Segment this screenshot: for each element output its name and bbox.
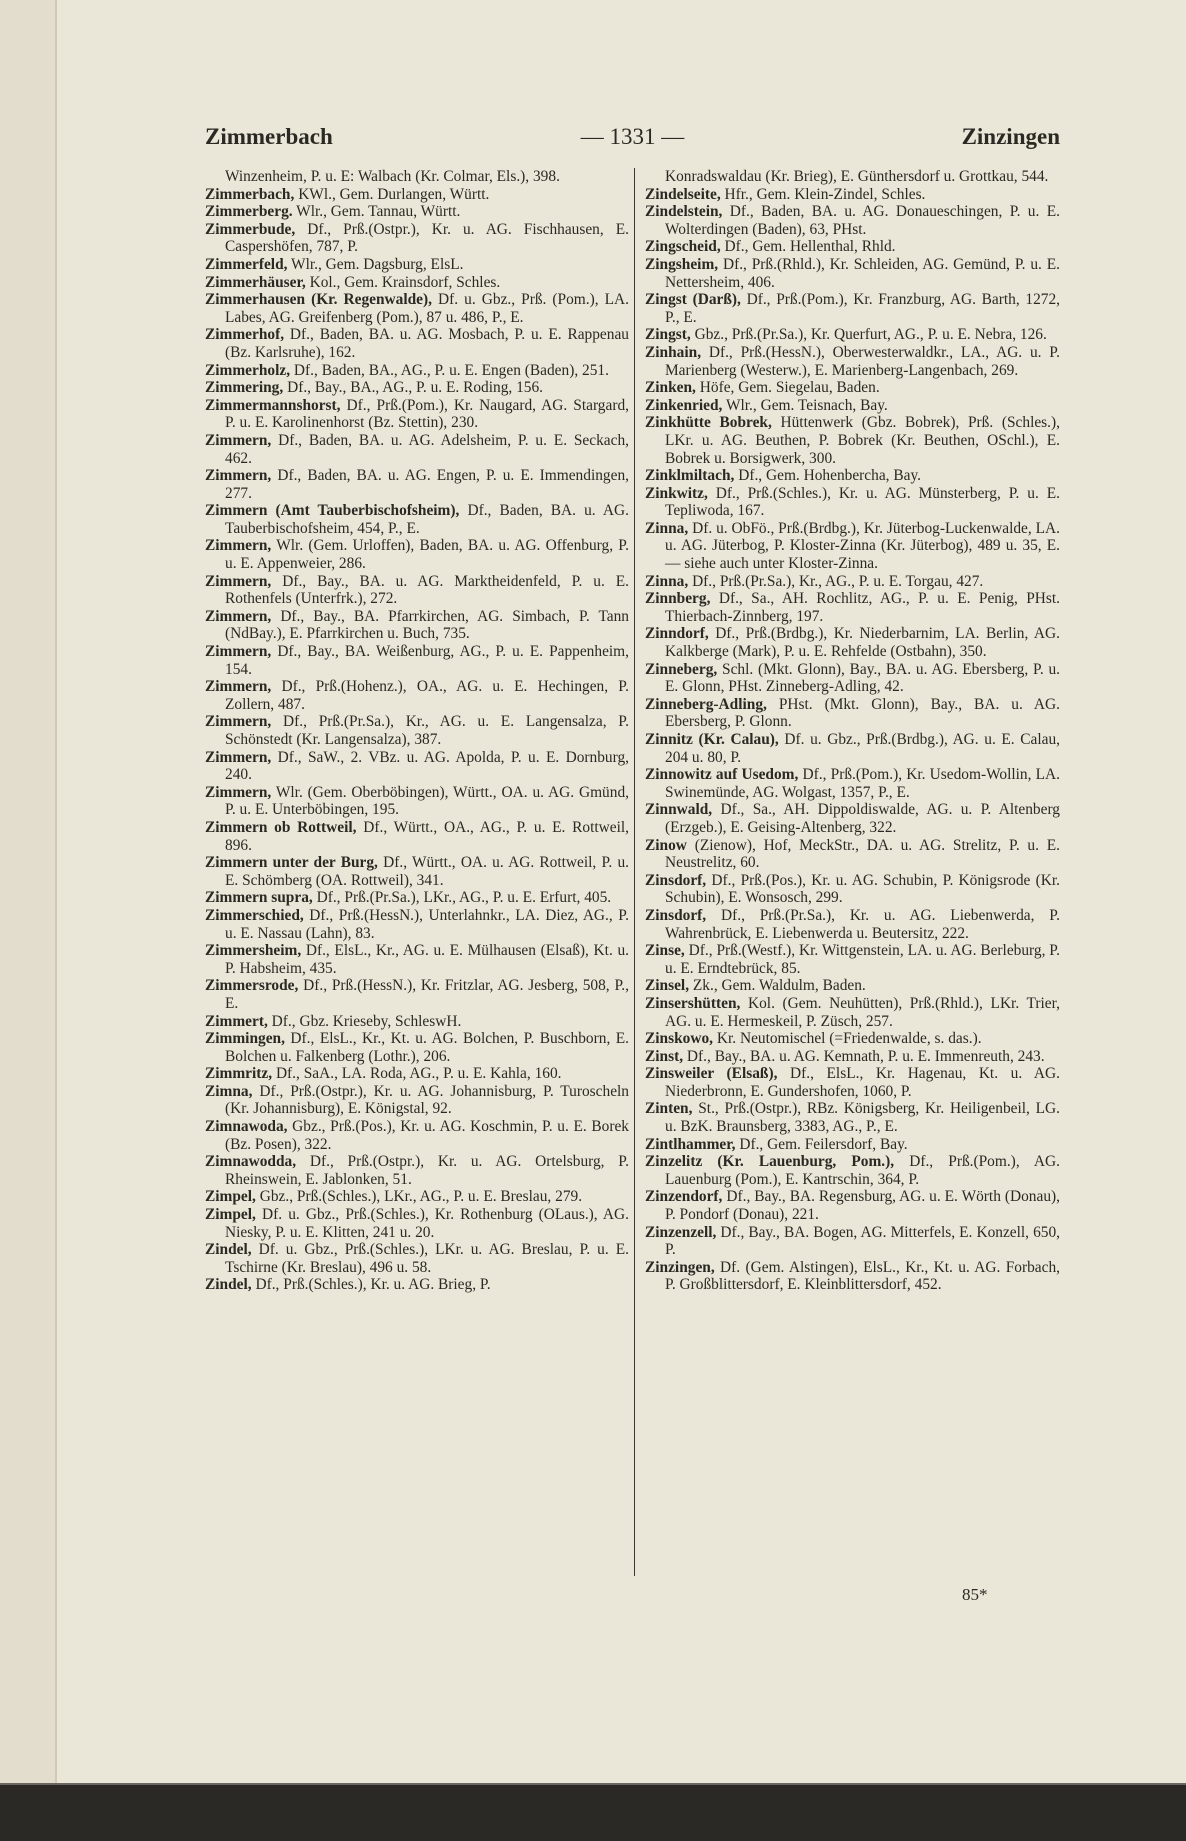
entry-place-name: Zinkhütte Bobrek, [645,414,772,432]
entry-place-name: Zimmern supra, [205,889,313,907]
entry-description: Df., ElsL., Kr. Hagenau, Kt. u. AG. Niederbronn, E. Gundershofen, 1060, P. [665,1065,1060,1100]
entry-place-name: Zinhain, [645,343,702,361]
entry-description: Df., Baden, BA. u. AG. Adelsheim, P. u. E. Seckach, 462. [225,431,629,467]
gazetteer-entry [205,643,629,678]
entry-place-name: Zimmritz, [205,1065,273,1083]
gazetteer-entry [645,1188,1060,1223]
entry-place-name: Zimpel, [205,1188,256,1206]
gazetteer-entry [645,467,1060,485]
gazetteer-entry [205,397,629,432]
entry-description: Df., Prß.(Pr.Sa.), LKr., AG., P. u. E. Erfurt, 405. [312,889,612,907]
entry-place-name: Zimmerhausen (Kr. Regenwalde), [205,291,432,309]
gazetteer-entry [645,1065,1060,1100]
gazetteer-entry [205,502,629,537]
entry-description: Df., Baden, BA. u. AG. Tauberbischofsheim, 454, P., E. [225,502,629,537]
entry-description: Df., SaW., 2. VBz. u. AG. Apolda, P. u. E. Dornburg, 240. [225,748,629,784]
gazetteer-entry [645,837,1060,872]
entry-description: Df., Prß.(Schles.), Kr. u. AG. Münsterberg, P. u. E. Tepliwoda, 167. [665,484,1060,520]
entry-description: Wlr. (Gem. Urloffen), Baden, BA. u. AG. Offenburg, P. u. E. Appenweier, 286. [225,537,629,573]
entry-place-name: Zinsweiler (Elsaß), [645,1065,778,1083]
gazetteer-entry [205,573,629,608]
gazetteer-entry [205,942,629,977]
gazetteer-entry [205,1083,629,1118]
gazetteer-entry [205,1013,629,1031]
entry-description: Df., Prß.(Pr.Sa.), Kr., AG. u. E. Langensalza, P. Schönstedt (Kr. Langensalza), 387. [225,713,629,748]
entry-description: Df. (Gem. Alstingen), ElsL., Kr., Kt. u. AG. Forbach, P. Großblittersdorf, E. Kleinblittersdorf, 452. [665,1258,1060,1294]
entry-description: Df. u. Gbz., Prß.(Schles.), LKr. u. AG. Breslau, P. u. E. Tschirne (Kr. Breslau), 496 u. 58. [225,1241,629,1276]
entry-place-name: Zimmern unter der Burg, [205,854,378,872]
gazetteer-entry [205,977,629,1012]
gazetteer-entry [205,291,629,326]
entry-description: Df., Prß.(Ostpr.), Kr. u. AG. Johannisburg, P. Turoscheln (Kr. Johannisburg), E. Königstal, 92. [225,1082,629,1118]
entry-place-name: Zindel, [205,1241,252,1259]
gazetteer-entry [205,1241,629,1276]
entry-place-name: Zimpel, [205,1206,256,1224]
entry-place-name: Zimmern, [205,572,272,590]
entry-description: Wlr., Gem. Teisnach, Bay. [722,396,888,414]
gazetteer-entry [205,907,629,942]
entry-description: PHst. (Mkt. Glonn), Bay., BA. u. AG. Ebersberg, P. Glonn. [665,695,1060,731]
entry-place-name: Zimmern, [205,678,272,696]
page-number: — 1331 — [580,124,685,149]
entry-place-name: Zimna, [205,1082,253,1100]
gazetteer-entry [645,977,1060,995]
entry-description: Gbz., Prß.(Schles.), LKr., AG., P. u. E. Breslau, 279. [255,1188,583,1206]
gazetteer-entry [645,397,1060,415]
book-binding-edge [0,0,57,1839]
gazetteer-entry [205,186,629,204]
entry-description: Hüttenwerk (Gbz. Bobrek), Prß. (Schles.), LKr. u. AG. Beuthen, P. Bobrek (Kr. Beuthen, OSchl.), E. Bobrek u. Borsigwerk, 300. [665,414,1060,467]
entry-place-name: Zinsdorf, [645,871,707,889]
entry-description: Df., Bay., BA. u. AG. Marktheidenfeld, P. u. E. Rothenfels (Unterfrk.), 272. [225,572,629,608]
entry-place-name: Zindelstein, [645,203,723,221]
gazetteer-entry [645,1030,1060,1048]
entry-description: Df., Bay., BA. Weißenburg, AG., P. u. E. Pappenheim, 154. [225,643,629,678]
gazetteer-entry [645,168,1060,186]
gazetteer-entry [645,379,1060,397]
entry-place-name: Zinsdorf, [645,906,707,924]
gazetteer-entry [205,784,629,819]
entry-description: Höfe, Gem. Siegelau, Baden. [695,379,880,397]
entry-place-name: Zimmern, [205,713,272,731]
entry-description: Kol., Gem. Krainsdorf, Schles. [305,273,501,291]
entry-place-name: Zimmern, [205,607,272,625]
gazetteer-entry [205,889,629,907]
entry-description: Df., Prß.(Ostpr.), Kr. u. AG. Ortelsburg, P. Rheinswein, E. Jablonken, 51. [225,1153,629,1188]
entry-description: Gbz., Prß.(Pos.), Kr. u. AG. Koschmin, P. u. E. Borek (Bz. Posen), 322. [225,1118,629,1153]
column-divider [634,168,635,1576]
gazetteer-entry [645,238,1060,256]
gazetteer-entry [205,1065,629,1083]
entry-place-name: Zimmerholz, [205,361,291,379]
entry-description: Df., Gem. Hohenbercha, Bay. [734,467,921,485]
gazetteer-entry [205,326,629,361]
entry-description: Schl. (Mkt. Glonn), Bay., BA. u. AG. Ebersberg, P. u. E. Glonn, PHst. Zinneberg-Adling, 42. [665,660,1060,696]
entry-description: Df., Bay., BA. Bogen, AG. Mitterfels, E. Konzell, 650, P. [665,1223,1060,1259]
entry-description: Wlr. (Gem. Oberböbingen), Württ., OA. u. AG. Gmünd, P. u. E. Unterböbingen, 195. [225,783,629,819]
entry-description: Df. u. Gbz., Prß. (Pom.), LA. Labes, AG. Greifenberg (Pom.), 87 u. 486, P., E. [225,291,629,326]
entry-place-name: Zindelseite, [645,185,721,203]
gazetteer-entry [645,995,1060,1030]
entry-description: KWl., Gem. Durlangen, Württ. [294,185,490,203]
gazetteer-entry [205,854,629,889]
entry-place-name: Zimmerhäuser, [205,273,306,291]
entry-place-name: Zinndorf, [645,625,709,643]
entry-place-name: Zinna, [645,519,689,537]
gazetteer-entry [645,766,1060,801]
entry-place-name: Zimmern, [205,467,272,485]
entry-description: Df., ElsL., Kr., AG. u. E. Mülhausen (Elsaß), Kt. u. P. Habsheim, 435. [225,942,629,977]
gazetteer-entry [645,1136,1060,1154]
entry-place-name: Zimmersrode, [205,977,299,995]
running-head-last-entry: Zinzingen [961,124,1060,149]
entry-description: Df., Bay., BA. Regensburg, AG. u. E. Wörth (Donau), P. Pondorf (Donau), 221. [665,1188,1060,1224]
entry-place-name: Zinnitz (Kr. Calau), [645,731,779,748]
gazetteer-entry [205,256,629,274]
entry-description: Konradswaldau (Kr. Brieg), E. Günthersdorf u. Grottkau, 544. [665,168,1049,185]
entry-description: Df., Prß.(Pr.Sa.), Kr., AG., P. u. E. Torgau, 427. [688,572,984,590]
entry-place-name: Zimmert, [205,1012,268,1030]
entry-place-name: Zimmerschied, [205,906,304,924]
entry-description: Df., Prß.(Pom.), Kr. Naugard, AG. Stargard, P. u. E. Karolinenhorst (Bz. Stettin), 230. [225,396,629,432]
entry-description: Df., Prß.(Rhld.), Kr. Schleiden, AG. Gemünd, P. u. E. Nettersheim, 406. [665,255,1060,291]
gazetteer-entry [205,1118,629,1153]
gazetteer-entry [205,203,629,221]
running-head [205,124,1060,154]
gazetteer-entry [205,221,629,256]
gazetteer-entry [645,661,1060,696]
entry-description: Df., Prß.(Westf.), Kr. Wittgenstein, LA. u. AG. Berleburg, P. u. E. Erndtebrück, 85. [665,942,1060,977]
gazetteer-entry [645,1100,1060,1135]
gazetteer-entry [205,274,629,292]
entry-description: Df. u. Gbz., Prß.(Schles.), Kr. Rothenburg (OLaus.), AG. Niesky, P. u. E. Klitten, 241 u. 20. [225,1206,629,1241]
entry-place-name: Zingst (Darß), [645,291,741,309]
gazetteer-entry [645,1259,1060,1294]
gazetteer-entry [205,362,629,380]
entry-description: Wlr., Gem. Dagsburg, ElsL. [287,255,464,273]
entry-place-name: Zimmingen, [205,1030,285,1048]
gazetteer-entry [645,801,1060,836]
entry-place-name: Zimmerfeld, [205,255,288,273]
gazetteer-entry [645,520,1060,573]
gazetteer-entry [205,1153,629,1188]
gazetteer-entry [205,1030,629,1065]
gazetteer-entry [205,1188,629,1206]
gazetteer-entry [645,186,1060,204]
gazetteer-entry [645,1224,1060,1259]
entry-place-name: Zimmern ob Rottweil, [205,818,357,836]
entry-place-name: Zinkwitz, [645,484,708,502]
entry-description: Df., Prß.(HessN.), Kr. Fritzlar, AG. Jesberg, 508, P., E. [225,977,629,1012]
entry-place-name: Zimmering, [205,379,284,397]
entry-place-name: Zinsel, [645,977,690,995]
entry-description: Df., Gem. Hellenthal, Rhld. [720,238,896,256]
entry-place-name: Zimmern, [205,643,272,661]
gazetteer-entry [645,414,1060,467]
gazetteer-entry [205,432,629,467]
gazetteer-entry [645,907,1060,942]
entry-place-name: Zinskowo, [645,1030,714,1048]
gazetteer-entry [205,1276,629,1294]
entry-description: Df., Prß.(HessN.), Unterlahnkr., LA. Diez, AG., P. u. E. Nassau (Lahn), 83. [225,906,629,942]
gazetteer-entry [645,942,1060,977]
entry-place-name: Zimmermannshorst, [205,396,341,414]
entry-description: Df., Baden, BA., AG., P. u. E. Engen (Baden), 251. [290,361,609,379]
entry-description: Df., Prß.(Pr.Sa.), Kr. u. AG. Liebenwerda, P. Wahrenbrück, E. Liebenwerda u. Beutersitz, 222. [665,906,1060,942]
entry-place-name: Zimnawoda, [205,1118,288,1136]
gazetteer-entry [645,872,1060,907]
entry-description: Df., SaA., LA. Roda, AG., P. u. E. Kahla, 160. [272,1065,562,1083]
gazetteer-entry [645,485,1060,520]
entry-place-name: Zindel, [205,1276,252,1294]
entry-description: Df., Prß.(Brdbg.), Kr. Niederbarnim, LA. Berlin, AG. Kalkberge (Mark), P. u. E. Rehfelde (Ostbahn), 350. [665,625,1060,661]
entry-description: Df., Prß.(Pom.), Kr. Franzburg, AG. Barth, 1272, P., E. [665,291,1060,326]
entry-place-name: Zimmersheim, [205,942,302,960]
gazetteer-entry [205,379,629,397]
entry-description: Df., Prß.(HessN.), Oberwesterwaldkr., LA., AG. u. P. Marienberg (Westerw.), E. Marienberg-Langenbach, 269. [665,343,1060,379]
gazetteer-entry [645,590,1060,625]
entry-place-name: Zinneberg, [645,660,718,678]
entry-place-name: Zingst, [645,326,691,344]
entry-description: Df., Gem. Feilersdorf, Bay. [735,1135,908,1153]
entry-place-name: Zingsheim, [645,255,719,273]
gazetteer-entry [205,713,629,748]
entry-place-name: Zinst, [645,1047,684,1065]
gazetteer-entry [645,1153,1060,1188]
left-column [205,168,629,1294]
entry-place-name: Zinzingen, [645,1258,715,1276]
entry-place-name: Zimmern, [205,431,272,449]
entry-description: Winzenheim, P. u. E: Walbach (Kr. Colmar, Els.), 398. [225,168,560,185]
entry-description: Df., Baden, BA. u. AG. Engen, P. u. E. Immendingen, 277. [225,467,629,502]
gazetteer-entry [645,203,1060,238]
signature-mark: 85* [962,1585,988,1604]
entry-description: (Zienow), Hof, MeckStr., DA. u. AG. Strelitz, P. u. E. Neustrelitz, 60. [665,836,1060,872]
entry-description: Df. u. Gbz., Prß.(Brdbg.), AG. u. E. Calau, 204 u. 80, P. [665,731,1060,766]
entry-place-name: Zinsershütten, [645,994,741,1012]
gazetteer-entry [205,537,629,572]
gazetteer-entry [205,819,629,854]
gazetteer-entry [645,696,1060,731]
entry-description: Zk., Gem. Waldulm, Baden. [689,977,866,995]
entry-description: Df., Sa., AH. Rochlitz, AG., P. u. E. Penig, PHst. Thierbach-Zinnberg, 197. [665,590,1060,625]
entry-place-name: Zinow [645,836,687,854]
entry-description: Kr. Neutomischel (=Friedenwalde, s. das.). [713,1030,982,1048]
entry-place-name: Zinnowitz auf Usedom, [645,766,799,784]
entry-description: Df., Bay., BA. Pfarrkirchen, AG. Simbach, P. Tann (NdBay.), E. Pfarrkirchen u. Buch, 735. [225,607,629,643]
entry-place-name: Zinklmiltach, [645,467,735,485]
entry-place-name: Zimmern, [205,537,272,555]
entry-place-name: Zinna, [645,572,689,590]
gazetteer-entry [645,291,1060,326]
entry-description: Kol. (Gem. Neuhütten), Prß.(Rhld.), LKr. Trier, AG. u. E. Hermeskeil, P. Züsch, 257. [665,994,1060,1030]
entry-place-name: Zinnberg, [645,590,711,608]
entry-place-name: Zimmerbude, [205,220,296,238]
entry-place-name: Zinse, [645,942,685,960]
gazetteer-entry [645,326,1060,344]
gazetteer-entry [205,467,629,502]
entry-description: Df., Prß.(Ostpr.), Kr. u. AG. Fischhausen, E. Caspershöfen, 787, P. [225,220,629,256]
gazetteer-entry [645,573,1060,591]
entry-description: Hfr., Gem. Klein-Zindel, Schles. [720,185,926,203]
gazetteer-entry [645,625,1060,660]
entry-description: Df., Sa., AH. Dippoldiswalde, AG. u. P. Altenberg (Erzgeb.), E. Geising-Altenberg, 322. [665,801,1060,836]
entry-place-name: Zinten, [645,1100,693,1118]
entry-place-name: Zinzelitz (Kr. Lauenburg, Pom.), [645,1153,895,1171]
gazetteer-entry [205,678,629,713]
entry-description: Df., Prß.(Hohenz.), OA., AG. u. E. Hechingen, P. Zollern, 487. [225,678,629,713]
gazetteer-entry [645,256,1060,291]
entry-place-name: Zinneberg-Adling, [645,695,767,713]
entry-place-name: Zingscheid, [645,238,721,256]
entry-place-name: Zimmern, [205,748,272,766]
entry-description: Df., Württ., OA., AG., P. u. E. Rottweil, 896. [225,818,629,854]
gazetteer-entry [645,1048,1060,1066]
entry-description: Df., ElsL., Kr., Kt. u. AG. Bolchen, P. Buschborn, E. Bolchen u. Falkenberg (Lothr.), 206. [225,1030,629,1065]
entry-place-name: Zimnawodda, [205,1153,297,1171]
entry-description: Df. u. ObFö., Prß.(Brdbg.), Kr. Jüterbog-Luckenwalde, LA. u. AG. Jüterbog, P. Kloster-Zinna (Kr. Jüterbog), 489 u. 35, E. — siehe auch unter Kloster-Zinna. [665,519,1060,573]
entry-place-name: Zinzenzell, [645,1223,717,1241]
entry-place-name: Zinzendorf, [645,1188,723,1206]
entry-place-name: Zimmerhof, [205,326,285,344]
entry-place-name: Zinkenried, [645,396,723,414]
entry-description: Df., Prß.(Pom.), Kr. Usedom-Wollin, LA. Swinemünde, AG. Wolgast, 1357, P., E. [665,766,1060,801]
entry-place-name: Zimmerbach, [205,185,295,203]
gazetteer-entry [205,749,629,784]
entry-place-name: Zimmern (Amt Tauberbischofsheim), [205,502,460,520]
entry-place-name: Zimmern, [205,783,272,801]
right-column [645,168,1060,1294]
entry-description: Df., Württ., OA. u. AG. Rottweil, P. u. E. Schömberg (OA. Rottweil), 341. [225,854,629,889]
entry-description: Gbz., Prß.(Pr.Sa.), Kr. Querfurt, AG., P. u. E. Nebra, 126. [690,326,1047,344]
entry-description: Df., Prß.(Pos.), Kr. u. AG. Schubin, P. Königsrode (Kr. Schubin), E. Wonsosch, 299. [665,871,1060,907]
entry-description: Df., Bay., BA. u. AG. Kemnath, P. u. E. Immenreuth, 243. [683,1047,1045,1065]
entry-description: Df., Prß.(Schles.), Kr. u. AG. Brieg, P. [251,1276,491,1294]
entry-place-name: Zinken, [645,379,696,397]
running-head-first-entry: Zimmerbach [205,124,333,149]
entry-description: Df., Gbz. Krieseby, SchleswH. [267,1012,462,1030]
entry-description: Df., Baden, BA. u. AG. Mosbach, P. u. E. Rappenau (Bz. Karlsruhe), 162. [225,326,629,361]
entry-place-name: Zintlhammer, [645,1135,736,1153]
entry-description: Wlr., Gem. Tannau, Württ. [292,203,461,221]
entry-description: Df., Baden, BA. u. AG. Donaueschingen, P. u. E. Wolterdingen (Baden), 63, PHst. [665,203,1060,238]
scan-background-edge [0,1783,1186,1841]
gazetteer-entry [205,1206,629,1241]
gazetteer-entry [645,344,1060,379]
entry-place-name: Zimmerberg. [205,203,293,221]
gazetteer-entry [645,731,1060,766]
gazetteer-entry [205,608,629,643]
entry-description: Df., Prß.(Pom.), AG. Lauenburg (Pom.), E. Kantrschin, 364, P. [665,1153,1060,1188]
entry-description: Df., Bay., BA., AG., P. u. E. Roding, 156. [283,379,544,397]
entry-description: St., Prß.(Ostpr.), RBz. Königsberg, Kr. Heiligenbeil, LG. u. BzK. Braunsberg, 3383, AG., P., E. [665,1100,1060,1136]
gazetteer-entry [205,168,629,186]
entry-place-name: Zinnwald, [645,801,713,819]
